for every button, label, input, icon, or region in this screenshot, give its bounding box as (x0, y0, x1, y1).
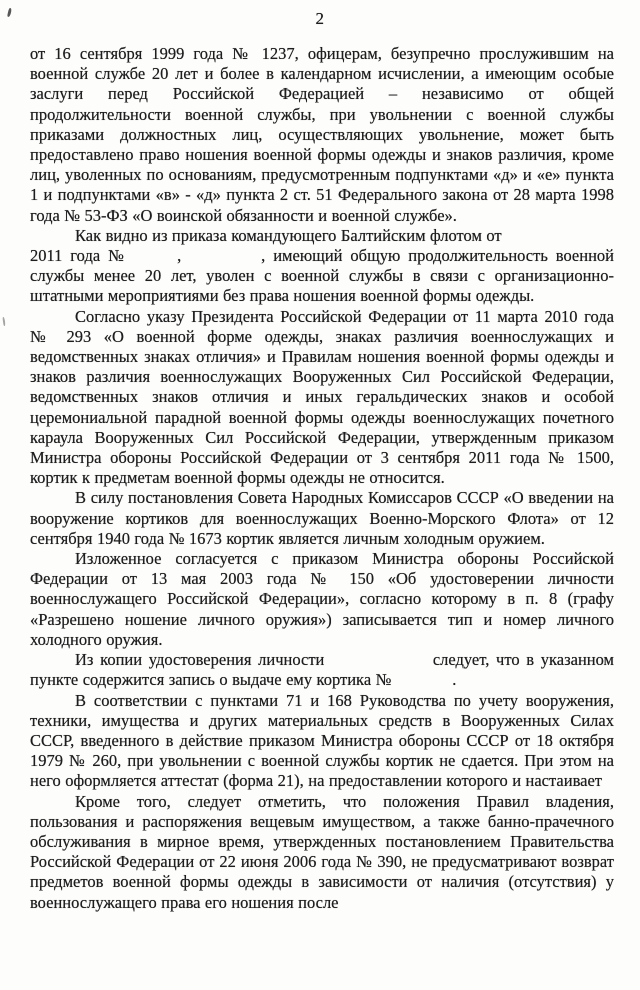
redacted-blank (135, 260, 169, 261)
paragraph (30, 549, 614, 650)
paragraph (30, 307, 614, 489)
scan-speck-icon (2, 317, 5, 326)
paragraph-text: , (177, 246, 182, 266)
paragraph (30, 691, 614, 792)
paragraph-text: В силу постановления Совета Народных Комиссаров СССР «О введении на вооружение кортиков для военнослужащих Военно-Морского Флота» от 12 сентября 1940 года № 1673 кортик является личным холодным оружием. (30, 488, 614, 548)
paragraph-text: Согласно указу Президента Российской Федерации от 11 марта 2010 года № 293 «О военной форме одежды, знаках различия военнослужащих и ведомственных знаках отличия» и Правилам ношения военной формы одежды и знаков различия военнослужащих Вооруженных Сил Российской Федерации, ведомственных знаков отличия и иных геральдических знаков и особой церемониальной парадной военной формы одежды военнослужащих почетного караула Вооруженных Сил Российской Федерации, утвержденным приказом Министра обороны Российской Федерации от 3 сентября 2011 года № 1500, кортик к предметам военной формы одежды не относится. (30, 306, 614, 488)
redacted-blank (331, 664, 426, 665)
paragraph-text: Как видно из приказа командующего Балтийским флотом от (75, 225, 502, 245)
paragraph-text: В соответствии с пунктами 71 и 168 Руководства по учету вооружения, техники, имущества и других материальных средств в Вооруженных Силах СССР, введенного в действие приказом Министра обороны СССР от 18 октября 1979 № 260, при увольнении с военной службы кортик не сдается. При этом на него оформляется аттестат (форма 21), на предоставлении которого и настаивает (30, 690, 614, 791)
redacted-blank (189, 260, 253, 261)
paragraph-text: , имеющий общую продолжительность военной службы менее 20 лет, уволен с военной службы в связи с организационно-штатными мероприятиями без права ношения военной формы одежды. (30, 246, 614, 306)
paragraph-text: от 16 сентября 1999 года № 1237, офицерам, безупречно прослужившим на военной службе 20 лет и более в календарном исчислении, а имеющим особые заслуги перед Российской Федерацией – независимо от общей продолжительности военной службы, при увольнении с военной службы приказами должностных лиц, осуществляющих увольнение, может быть предоставлено право ношения военной формы одежды и знаков различия, кроме лиц, уволенных по основаниям, предусмотренным подпунктами «д» и «е» пункта 1 и подпунктами «в» - «д» пункта 2 ст. 51 Федерального закона от 28 марта 1998 года № 53-ФЗ «О воинской обязанности и военной службе». (30, 44, 614, 225)
paragraph (30, 792, 614, 913)
paragraph-text: 2011 года № (30, 246, 128, 266)
paragraph-text: Из копии удостоверения личности (75, 650, 325, 670)
paragraph (30, 488, 614, 549)
paragraph (30, 650, 614, 690)
paragraph-text: Кроме того, следует отметить, что положения Правил владения, пользования и распоряжения вещевым имуществом, а также банно-прачечного обслуживания в мирное время, утвержденных постановлением Правительства Российской Федерации от 22 июня 2006 года № 390, не предусматривают возврат предметов военной формы одежды в зависимости от наличия (отсутствия) у военнослужащего права его ношения после (30, 791, 614, 912)
paragraph-text: . (452, 670, 457, 690)
page-number: 2 (315, 9, 325, 28)
paragraph-text: следует, что в указанном пункте содержится запись о выдаче ему кортика № (30, 650, 614, 690)
paragraph (30, 226, 614, 307)
page-body (30, 44, 614, 913)
paragraph-text: Изложенное согласуется с приказом Министра обороны Российской Федерации от 13 мая 2003 года № 150 «Об удостоверении личности военнослужащего Российской Федерации», согласно которому в п. 8 (графу «Разрешено ношение личного оружия») записывается тип и номер личного холодного оружия. (30, 549, 614, 649)
paragraph (30, 44, 614, 226)
redacted-blank (396, 684, 448, 685)
